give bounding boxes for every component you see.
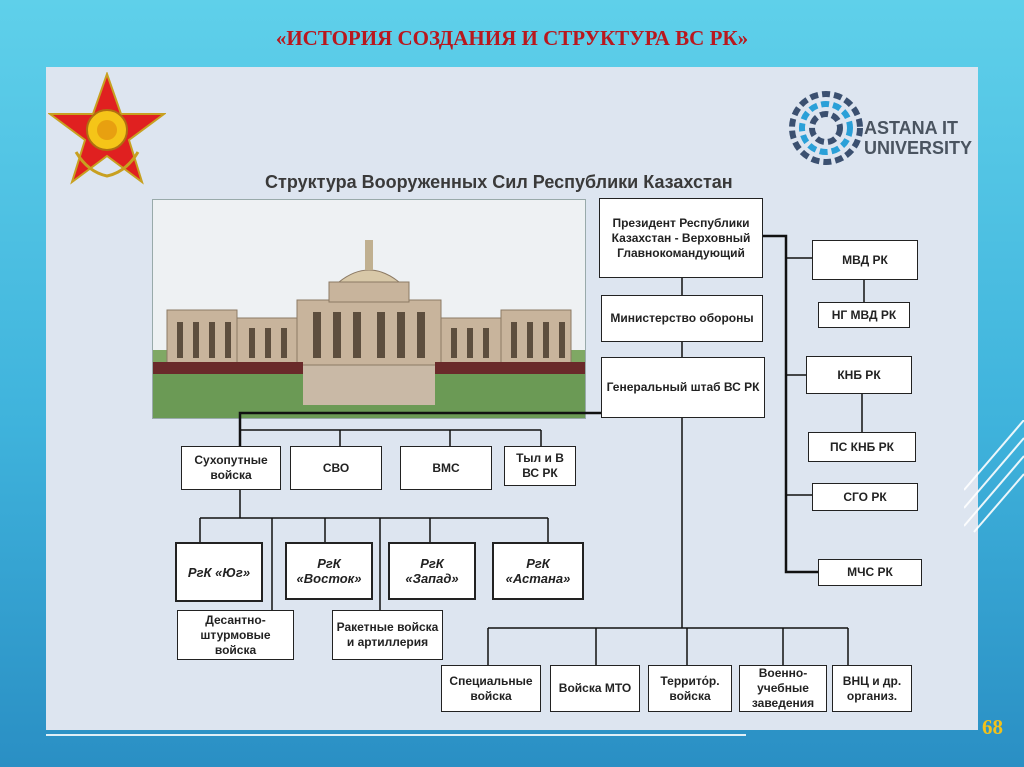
node-mod: Министерство обороны	[601, 295, 763, 342]
page-number: 68	[982, 715, 1003, 739]
node-mvd: МВД РК	[812, 240, 918, 280]
logo-line2: UNIVERSITY	[864, 138, 973, 158]
node-general-staff: Генеральный штаб ВС РК	[601, 357, 765, 418]
node-sgo: СГО РК	[812, 483, 918, 511]
node-vms: ВМС	[400, 446, 492, 490]
node-president: Президент Республики Казахстан - Верховный Главнокомандующий	[599, 198, 763, 278]
node-mchs: МЧС РК	[818, 559, 922, 586]
node-rgk-astana: РгК «Астана»	[492, 542, 584, 600]
node-rgk-west: РгК «Запад»	[388, 542, 476, 600]
node-svo: СВО	[290, 446, 382, 490]
node-vnc: ВНЦ и др. организ.	[832, 665, 912, 712]
logo-line1: ASTANA IT	[864, 118, 958, 138]
node-ps-knb: ПС КНБ РК	[808, 432, 916, 462]
node-rear: Тыл и В ВС РК	[504, 446, 576, 486]
slide-title: «ИСТОРИЯ СОЗДАНИЯ И СТРУКТУРА ВС РК»	[275, 26, 749, 50]
node-mto: Войска МТО	[550, 665, 640, 712]
node-ground-forces: Сухопутные войска	[181, 446, 281, 490]
node-airborne: Десантно-штурмовые войска	[177, 610, 294, 660]
node-knb: КНБ РК	[806, 356, 912, 394]
node-rgk-east: РгК «Восток»	[285, 542, 373, 600]
node-rocket: Ракетные войска и артиллерия	[332, 610, 443, 660]
node-edu: Военно-учебные заведения	[739, 665, 827, 712]
node-territorial: Террито́р. войска	[648, 665, 732, 712]
node-special: Специальные войска	[441, 665, 541, 712]
node-rgk-south: РгК «Юг»	[175, 542, 263, 602]
node-ng-mvd: НГ МВД РК	[818, 302, 910, 328]
footer-line	[46, 734, 746, 736]
diagram-title: Структура Вооруженных Сил Республики Казахстан	[265, 172, 733, 192]
